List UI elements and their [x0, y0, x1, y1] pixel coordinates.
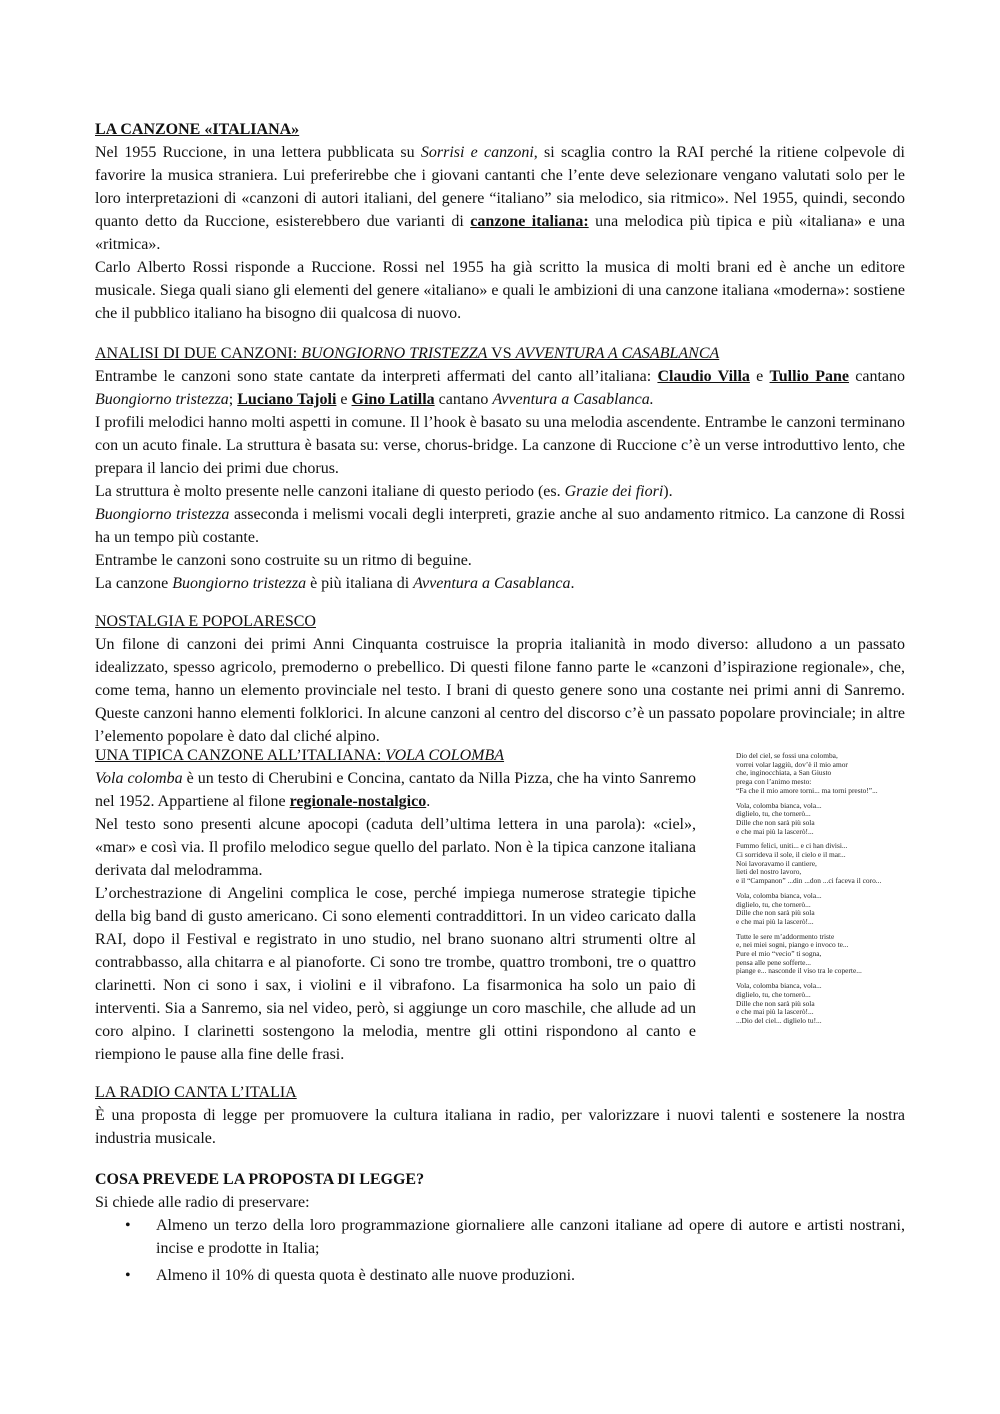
section-title: ANALISI DI DUE CANZONI: BUONGIORNO TRISTEZZA VS AVVENTURA A CASABLANCA	[95, 345, 720, 362]
section-title: LA RADIO CANTA L’ITALIA	[95, 1084, 297, 1101]
lyrics-line: lieti del nostro lavoro,	[736, 867, 802, 877]
lyrics-line: Pure el mio “vecio” ti sogna,	[736, 949, 822, 959]
lyrics-line: Tutte le sere m’addormento triste	[736, 931, 835, 941]
lyrics-stanza	[736, 842, 906, 886]
paragraph: L’orchestrazione di Angelini complica le cose, perché impiega numerose strategie tipiche della big band di gusto americano. Ci sono elementi contraddittori. In un video caricato dalla RAI, dopo il Festival e registrato in uno studio, nel brano suonano altri strumenti oltre al contrabbasso, alla chitarra e al pianoforte. Ci sono tre trombe, quattro tromboni, tre o quattro clarinetti. Non ci sono i sax, i violini e il vibrafono. La fisarmonica ha solo un paio di interventi. Sia a Sanremo, sia nel video, però, si aggiunge un coro maschile, che allude ad un coro alpino. I clarinetti sostengono la melodia, mentre gli ottini rispondono al canto e riempiono le pause alla fine delle frasi.	[95, 885, 696, 1063]
singer-name: Gino Latilla	[351, 391, 435, 408]
section-canzone-italiana	[95, 118, 905, 325]
lyrics-line: e che mai più la lascerò!...	[736, 826, 814, 836]
paragraph: Entrambe le canzoni sono state cantate da interpreti affermati del canto all’italiana: Claudio Villa e Tullio Pane cantano Buongiorno tristezza; Luciano Tajoli e Gino Latilla cantano Avventura a Casablanca.	[95, 368, 906, 408]
paragraph: Nel 1955 Ruccione, in una lettera pubblicata su Sorrisi e canzoni, si scaglia contro la RAI perché la ritiene colpevole di favorire la musica straniera. Lui preferirebbe che i giovani cantanti che l’ente deve selezionare vengano valutati solo per le loro interpretazioni di «canzoni di autori italiani, del genere “italiano” sia melodico, sia ritmico». Nel 1955, quindi, secondo quanto detto da Ruccione, esisterebbero due varianti di canzone italiana: una melodica più tipica e più «italiana» e una «ritmica».	[95, 144, 906, 253]
lyrics-line: Dille che non sarà più sola	[736, 908, 815, 918]
lyrics-line: prega con l’animo mesto:	[736, 777, 812, 787]
paragraph: Un filone di canzoni dei primi Anni Cinquanta costruisce la propria italianità in modo diverso: alludono a un passato idealizzato, spesso agricolo, premoderno o prebellico. Di questi filone fanno parte le «canzoni d’ispirazione regionale», che, come tema, hanno un elemento provinciale nel testo. I brani di questo genere sono una costante nei primi anni di Sanremo. Queste canzoni hanno elementi folklorici. In alcune canzoni al centro del discorso c’è un passato popolare provinciale; in altre l’elemento popolare è dato dal cliché alpino.	[95, 636, 905, 745]
list-item: • Almeno il 10% di questa quota è destinato alle nuove produzioni.	[95, 1264, 905, 1287]
section-title: NOSTALGIA E POPOLARESCO	[95, 613, 316, 630]
list-item: • Almeno un terzo della loro programmazione giornaliere alle canzoni italiane ad opere di autore e artisti nostrani, incise e prodotte in Italia;	[95, 1214, 905, 1260]
paragraph: I profili melodici hanno molti aspetti in comune. Il l’hook è basato su una melodia ascendente. Entrambe le canzoni terminano con un acuto finale. La struttura è basata su: verse, chorus-bridge. La canzone di Ruccione c’è un verse introduttivo lento, che prepara il lancio dei primi due chorus.	[95, 414, 905, 477]
paragraph: Entrambe le canzoni sono costruite su un ritmo di beguine.	[95, 552, 472, 569]
lyrics-line: ...Dio del ciel... diglielo tu!...	[736, 1015, 822, 1025]
lyrics-line: e che mai più la lascerò!...	[736, 1007, 814, 1017]
section-radio	[95, 1081, 905, 1150]
bullet-list	[95, 1214, 905, 1287]
paragraph: Carlo Alberto Rossi risponde a Ruccione. Rossi nel 1955 ha già scritto la musica di molti brani ed è anche un editore musicale. Siega quali siano gli elementi del genere «italiano» e quali le ambizioni di una canzone italiana «moderna»: sostiene che il pubblico italiano ha bisogno dii qualcosa di nuovo.	[95, 259, 905, 322]
lyrics-line: Vola, colomba bianca, vola...	[736, 800, 822, 810]
bold-term: canzone italiana:	[470, 213, 589, 230]
bold-term: regionale-nostalgico	[289, 793, 427, 810]
lyrics-line: piange e... nasconde il viso tra le coperte...	[736, 966, 862, 976]
paragraph: È una proposta di legge per promuovere la cultura italiana in radio, per valorizzare i nuovi talenti e sostenere la nostra industria musicale.	[95, 1107, 905, 1147]
lyrics-line: Fummo felici, uniti... e ci han divisi...	[736, 841, 848, 851]
lyrics-line: Ci sorrideva il sole, il cielo e il mar...	[736, 850, 846, 860]
section-nostalgia	[95, 610, 905, 748]
paragraph: La canzone Buongiorno tristezza è più italiana di Avventura a Casablanca.	[95, 575, 575, 592]
section-title: UNA TIPICA CANZONE ALL’ITALIANA: VOLA COLOMBA	[95, 747, 505, 764]
section-title: COSA PREVEDE LA PROPOSTA DI LEGGE?	[95, 1171, 425, 1188]
lyrics-line: che, inginocchiata, a San Giusto	[736, 768, 832, 778]
lyrics-stanza	[736, 982, 906, 1026]
lyrics-image	[736, 752, 906, 1032]
lyrics-line: Dille che non sarà più sola	[736, 817, 815, 827]
lyrics-line: diglielo, tu, che tornerò...	[736, 989, 811, 999]
paragraph: Si chiede alle radio di preservare:	[95, 1194, 310, 1211]
paragraph: La struttura è molto presente nelle canzoni italiane di questo periodo (es. Grazie dei fiori).	[95, 483, 673, 500]
lyrics-stanza	[736, 802, 906, 837]
lyrics-line: Dio del ciel, se fossi una colomba,	[736, 751, 838, 760]
lyrics-line: vorrei volar laggiù, dov’è il mio amor	[736, 759, 848, 769]
lyrics-line: pensa alle pene sofferte...	[736, 957, 811, 967]
paragraph: Nel testo sono presenti alcune apocopi (caduta dell’ultima lettera in una parola): «ciel», «mar» e così via. Il profilo melodico segue quello del parlato. Non è la tipica canzone italiana derivata dal melodramma.	[95, 816, 696, 879]
paragraph: Vola colomba è un testo di Cherubini e Concina, cantato da Nilla Pizza, che ha vinto Sanremo nel 1952. Appartiene al filone regionale-nostalgico.	[95, 770, 697, 810]
lyrics-line: diglielo, tu, che tornerò...	[736, 899, 811, 909]
lyrics-stanza	[736, 752, 906, 796]
lyrics-line: diglielo, tu, che tornerò...	[736, 809, 811, 819]
singer-name: Tullio Pane	[769, 368, 850, 385]
lyrics-stanza	[736, 892, 906, 927]
section-analisi	[95, 342, 905, 595]
singer-name: Luciano Tajoli	[237, 391, 337, 408]
singer-name: Claudio Villa	[657, 368, 750, 385]
lyrics-line: Vola, colomba bianca, vola...	[736, 981, 822, 991]
section-proposta	[95, 1168, 905, 1291]
lyrics-line: e, nei miei sogni, piango e invoco te...	[736, 940, 849, 950]
section-title: LA CANZONE «ITALIANA»	[95, 121, 300, 138]
lyrics-line: Vola, colomba bianca, vola...	[736, 890, 822, 900]
section-vola-colomba	[95, 767, 696, 1066]
paragraph: Buongiorno tristezza asseconda i melismi vocali degli interpreti, grazie anche al suo andamento ritmico. La canzone di Rossi ha un tempo più costante.	[95, 506, 905, 546]
lyrics-stanza	[736, 933, 906, 977]
lyrics-line: e che mai più la lascerò!...	[736, 916, 814, 926]
lyrics-line: Noi lavoravamo il cantiere,	[736, 858, 817, 868]
lyrics-line: Dille che non sarà più sola	[736, 998, 815, 1008]
lyrics-line: “Fa che il mio amore torni... ma torni presto!”...	[736, 785, 878, 795]
lyrics-line: e il “Campanon” ...din ...don ...ci faceva il coro...	[736, 876, 882, 886]
